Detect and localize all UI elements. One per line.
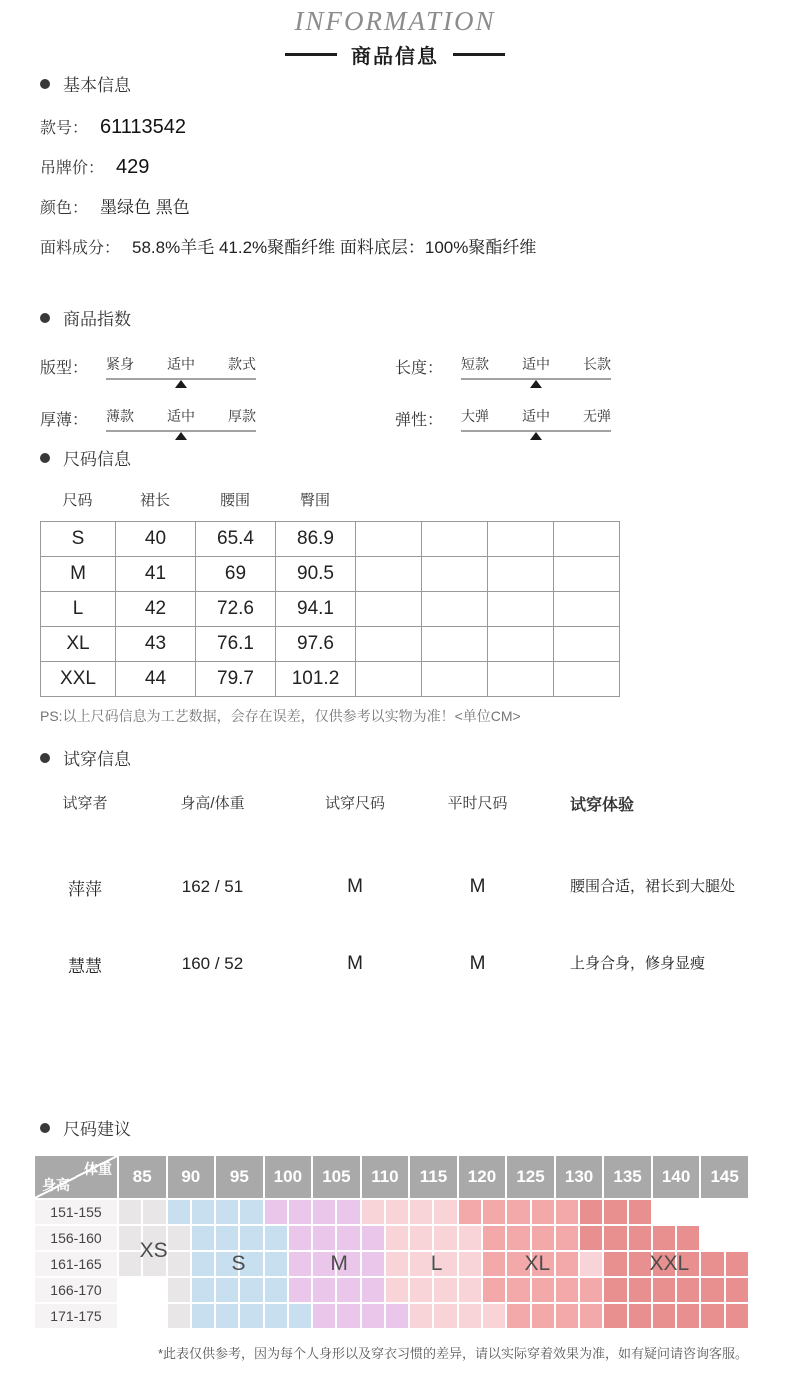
heatmap-cell-XXL xyxy=(726,1304,748,1328)
height-row-label: 151-155 xyxy=(35,1200,117,1224)
info-row xyxy=(40,196,760,220)
heatmap-cell-M xyxy=(265,1200,287,1224)
heatmap-cell-S xyxy=(240,1304,262,1328)
info-value: 61113542 xyxy=(100,116,187,138)
fitting-cell-usual_size: M xyxy=(469,953,486,974)
corner-weight-label: 体重 xyxy=(84,1161,112,1177)
fitting-info-title: 试穿信息 xyxy=(63,750,131,769)
slider-option: 短款 xyxy=(461,356,490,372)
info-value: 58.8%羊毛 41.2%聚酯纤维 面料底层：100%聚酯纤维 xyxy=(132,238,537,257)
zone-label-L: L xyxy=(430,1252,443,1275)
heatmap-cell-S xyxy=(168,1200,190,1224)
bullet-icon xyxy=(40,453,50,463)
weight-header-cell: 125 xyxy=(507,1156,554,1198)
weight-header-cell: 145 xyxy=(701,1156,748,1198)
heatmap-cell-XL xyxy=(556,1200,578,1224)
index-slider xyxy=(40,406,395,432)
heatmap-cell-XS xyxy=(143,1200,165,1224)
size-cell: 101.2 xyxy=(276,662,356,697)
header-title-cn: 商品信息 xyxy=(351,46,439,68)
heatmap-cell-XL xyxy=(556,1226,578,1250)
size-table-body xyxy=(41,522,620,697)
slider-label: 弹性： xyxy=(395,412,444,429)
slider-option: 大弹 xyxy=(461,408,490,424)
heatmap-cell-L xyxy=(410,1304,432,1328)
info-label: 款号： xyxy=(40,120,89,137)
weight-header-cell: 90 xyxy=(168,1156,215,1198)
heatmap-cell-M xyxy=(313,1304,335,1328)
size-cell-empty xyxy=(554,627,620,662)
product-index-title-row xyxy=(40,305,760,330)
heatmap-cell-XXL xyxy=(580,1226,602,1250)
size-cell: XL xyxy=(41,627,116,662)
info-label: 面料成分： xyxy=(40,240,121,257)
heatmap-cell-M xyxy=(313,1226,335,1250)
slider-marker-icon xyxy=(530,380,542,388)
basic-info-rows xyxy=(40,116,760,260)
size-cell-empty xyxy=(488,662,554,697)
bullet-icon xyxy=(40,753,50,763)
weight-header-cell: 85 xyxy=(119,1156,166,1198)
header-left-line xyxy=(285,53,337,56)
heatmap-cell-XL xyxy=(532,1278,554,1302)
heatmap-cell-S xyxy=(192,1200,214,1224)
heatmap-cell-M xyxy=(313,1278,335,1302)
weight-header-cell: 95 xyxy=(216,1156,263,1198)
heatmap-cell-S xyxy=(240,1278,262,1302)
size-table-row xyxy=(41,557,620,592)
heatmap-cell-S xyxy=(216,1200,238,1224)
size-cell-empty xyxy=(554,662,620,697)
heatmap-cell-XL xyxy=(556,1252,578,1276)
size-cell: 94.1 xyxy=(276,592,356,627)
heatmap-cell-empty xyxy=(701,1226,723,1250)
fitting-info-title-row xyxy=(40,745,750,770)
heatmap-cell-XS xyxy=(119,1200,141,1224)
size-info-section xyxy=(40,445,620,726)
size-cell: 44 xyxy=(116,662,196,697)
heatmap-row-labels xyxy=(35,1200,117,1328)
heatmap-cell-M xyxy=(362,1252,384,1276)
heatmap-cell-XL xyxy=(532,1226,554,1250)
height-row-label: 171-175 xyxy=(35,1304,117,1328)
heatmap-cell-M xyxy=(289,1226,311,1250)
heatmap-cell-L xyxy=(434,1226,456,1250)
heatmap-cell-S xyxy=(192,1252,214,1276)
slider-option: 厚款 xyxy=(228,408,257,424)
corner-height-label: 身高 xyxy=(42,1177,70,1193)
heatmap-cell-XL xyxy=(483,1226,505,1250)
fitting-table-headers xyxy=(40,792,750,815)
heatmap-grid xyxy=(119,1200,748,1328)
heatmap-cell-XL xyxy=(532,1200,554,1224)
fitting-column-header: 试穿尺码 xyxy=(324,795,385,812)
heatmap-cell-XXL xyxy=(653,1278,675,1302)
heatmap-cell-M xyxy=(362,1304,384,1328)
weight-header-cell: 135 xyxy=(604,1156,651,1198)
heatmap-cell-XXL xyxy=(677,1226,699,1250)
heatmap-cell-XL xyxy=(556,1304,578,1328)
size-suggestion-title: 尺码建议 xyxy=(63,1120,131,1139)
index-slider xyxy=(40,354,395,380)
slider-marker-icon xyxy=(175,432,187,440)
slider-marker-icon xyxy=(530,432,542,440)
size-suggestion-section xyxy=(35,1115,748,1362)
slider-option: 无弹 xyxy=(583,408,612,424)
heatmap-cell-S xyxy=(216,1278,238,1302)
heatmap-cell-XL xyxy=(507,1200,529,1224)
slider-label: 厚薄： xyxy=(40,412,89,429)
size-cell-empty xyxy=(356,627,422,662)
heatmap-cell-XS xyxy=(168,1304,190,1328)
weight-header-cell: 115 xyxy=(410,1156,457,1198)
size-cell-empty xyxy=(356,522,422,557)
weight-header-cell: 110 xyxy=(362,1156,409,1198)
size-cell-empty xyxy=(356,662,422,697)
info-value: 429 xyxy=(116,156,150,178)
fitting-cell-name: 萍萍 xyxy=(68,879,102,899)
slider-option: 长款 xyxy=(583,356,612,372)
heatmap-cell-S xyxy=(240,1200,262,1224)
index-sliders xyxy=(40,354,760,432)
heatmap-cell-L xyxy=(434,1304,456,1328)
heatmap-cell-S xyxy=(216,1226,238,1250)
heatmap-cell-S xyxy=(265,1278,287,1302)
size-cell-empty xyxy=(356,592,422,627)
size-cell: 43 xyxy=(116,627,196,662)
basic-info-title-row xyxy=(40,71,760,96)
size-column-header: 腰围 xyxy=(219,492,250,509)
heatmap-cell-L xyxy=(386,1226,408,1250)
heatmap-cell-XXL xyxy=(604,1252,626,1276)
size-cell-empty xyxy=(422,662,488,697)
slider-option: 适中 xyxy=(167,356,196,372)
fitting-table-rows xyxy=(40,841,750,995)
fitting-column-header: 试穿者 xyxy=(62,795,108,812)
heatmap-cell-XXL xyxy=(701,1304,723,1328)
basic-info-section xyxy=(40,71,760,276)
heatmap-cell-XXL xyxy=(604,1278,626,1302)
heatmap-cell-XL xyxy=(556,1278,578,1302)
info-label: 颜色： xyxy=(40,200,89,217)
fitting-cell-height_weight: 160 / 52 xyxy=(181,954,244,973)
heatmap-cell-XL xyxy=(507,1278,529,1302)
product-index-title: 商品指数 xyxy=(63,310,131,329)
heatmap-cell-XXL xyxy=(604,1226,626,1250)
heatmap-cell-L xyxy=(410,1226,432,1250)
height-row-label: 166-170 xyxy=(35,1278,117,1302)
heatmap-cell-XXL xyxy=(677,1278,699,1302)
weight-header-cell: 105 xyxy=(313,1156,360,1198)
fitting-column-header: 试穿体验 xyxy=(570,797,635,814)
info-row xyxy=(40,236,760,260)
heatmap-cell-XXL xyxy=(726,1278,748,1302)
size-cell-empty xyxy=(422,557,488,592)
size-cell: 79.7 xyxy=(196,662,276,697)
slider-marker-icon xyxy=(175,380,187,388)
fitting-column-header: 身高/体重 xyxy=(180,795,245,812)
size-cell: 65.4 xyxy=(196,522,276,557)
heatmap-cell-XS xyxy=(119,1252,141,1276)
size-table-row xyxy=(41,627,620,662)
info-value: 墨绿色 黑色 xyxy=(100,198,190,217)
heatmap-cell-M xyxy=(289,1252,311,1276)
weight-header-cell: 100 xyxy=(265,1156,312,1198)
size-cell: 72.6 xyxy=(196,592,276,627)
size-table-headers xyxy=(40,489,620,510)
size-info-title: 尺码信息 xyxy=(63,450,131,469)
heatmap-cell-L xyxy=(362,1200,384,1224)
heatmap-cell-L xyxy=(459,1278,481,1302)
zone-label-M: M xyxy=(330,1252,348,1275)
heatmap-cell-S xyxy=(265,1226,287,1250)
slider-option: 适中 xyxy=(522,408,551,424)
heatmap-cell-L xyxy=(580,1252,602,1276)
heatmap-cell-L xyxy=(386,1278,408,1302)
heatmap-cell-M xyxy=(362,1226,384,1250)
index-slider xyxy=(395,354,760,380)
size-cell: 41 xyxy=(116,557,196,592)
zone-label-XXL: XXL xyxy=(649,1252,690,1275)
bullet-icon xyxy=(40,313,50,323)
size-cell: 76.1 xyxy=(196,627,276,662)
heatmap-cell-XXL xyxy=(701,1252,723,1276)
heatmap-cell-empty xyxy=(653,1200,675,1224)
fitting-cell-experience: 上身合身，修身显瘦 xyxy=(570,954,706,972)
fitting-cell-height_weight: 162 / 51 xyxy=(181,877,244,896)
info-label: 吊牌价： xyxy=(40,160,105,177)
size-cell-empty xyxy=(554,557,620,592)
heatmap-cell-XL xyxy=(507,1304,529,1328)
heatmap-cell-S xyxy=(216,1304,238,1328)
size-info-title-row xyxy=(40,445,620,470)
slider-option: 薄款 xyxy=(106,408,135,424)
height-row-label: 161-165 xyxy=(35,1252,117,1276)
heatmap-cell-L xyxy=(410,1252,432,1276)
zone-label-XL: XL xyxy=(524,1252,551,1275)
heatmap-cell-M xyxy=(289,1278,311,1302)
header-right-line xyxy=(453,53,505,56)
size-suggestion-title-row xyxy=(35,1115,748,1140)
heatmap-cell-S xyxy=(240,1226,262,1250)
heatmap-cell-M xyxy=(337,1226,359,1250)
size-cell-empty xyxy=(488,627,554,662)
product-index-section xyxy=(40,305,760,432)
size-table-row xyxy=(41,592,620,627)
heatmap-cell-S xyxy=(192,1278,214,1302)
size-cell: 69 xyxy=(196,557,276,592)
weight-header-cell: 130 xyxy=(556,1156,603,1198)
heatmap-cell-XXL xyxy=(604,1200,626,1224)
size-cell-empty xyxy=(488,522,554,557)
info-row xyxy=(40,156,760,180)
size-cell: 97.6 xyxy=(276,627,356,662)
size-cell: 90.5 xyxy=(276,557,356,592)
size-table-row xyxy=(41,662,620,697)
size-column-header: 臀围 xyxy=(299,492,330,509)
size-suggestion-footnote: *此表仅供参考，因为每个人身形以及穿衣习惯的差异，请以实际穿着效果为准，如有疑问请咨询客服。 xyxy=(157,1346,748,1361)
size-cell: XXL xyxy=(41,662,116,697)
size-cell: M xyxy=(41,557,116,592)
heatmap-cell-empty xyxy=(143,1278,165,1302)
size-cell-empty xyxy=(488,557,554,592)
size-cell: 86.9 xyxy=(276,522,356,557)
heatmap-cell-empty xyxy=(677,1200,699,1224)
size-cell: 42 xyxy=(116,592,196,627)
heatmap-cell-L xyxy=(434,1200,456,1224)
heatmap-cell-XL xyxy=(532,1304,554,1328)
heatmap-cell-XXL xyxy=(604,1304,626,1328)
index-slider xyxy=(395,406,760,432)
heatmap-cell-XL xyxy=(459,1200,481,1224)
heatmap-cell-L xyxy=(410,1278,432,1302)
heatmap-cell-L xyxy=(434,1278,456,1302)
heatmap-main xyxy=(35,1200,748,1328)
slider-option: 紧身 xyxy=(106,356,135,372)
header-title-en: INFORMATION xyxy=(294,6,496,36)
basic-info-title: 基本信息 xyxy=(63,76,131,95)
heatmap-cell-XL xyxy=(580,1304,602,1328)
size-cell-empty xyxy=(356,557,422,592)
heatmap-cell-empty xyxy=(119,1278,141,1302)
heatmap-cell-XL xyxy=(483,1278,505,1302)
heatmap-cell-XXL xyxy=(629,1226,651,1250)
size-table-row xyxy=(41,522,620,557)
header-title-row xyxy=(0,40,790,69)
heatmap-cell-XXL xyxy=(629,1200,651,1224)
weight-header-cell: 120 xyxy=(459,1156,506,1198)
size-cell: 40 xyxy=(116,522,196,557)
heatmap-cell-empty xyxy=(701,1200,723,1224)
slider-option: 款式 xyxy=(228,356,257,372)
info-row xyxy=(40,116,760,140)
size-cell-empty xyxy=(422,522,488,557)
heatmap-header-row xyxy=(35,1156,748,1198)
size-table xyxy=(40,521,620,697)
heatmap-cell-M xyxy=(362,1278,384,1302)
heatmap-cell-empty xyxy=(119,1304,141,1328)
heatmap-cell-XL xyxy=(580,1278,602,1302)
heatmap-cell-L xyxy=(386,1252,408,1276)
heatmap-corner-cell xyxy=(35,1156,117,1198)
heatmap-cell-XXL xyxy=(629,1252,651,1276)
heatmap-cell-XXL xyxy=(653,1226,675,1250)
heatmap-cell-S xyxy=(265,1304,287,1328)
heatmap-cell-XL xyxy=(483,1252,505,1276)
size-table-note: PS:以上尺码信息为工艺数据，会存在误差，仅供参考以实物为准！<单位CM> xyxy=(40,708,521,724)
heatmap-cell-S xyxy=(192,1226,214,1250)
bullet-icon xyxy=(40,79,50,89)
heatmap-cell-S xyxy=(289,1304,311,1328)
heatmap-cell-empty xyxy=(143,1304,165,1328)
heatmap-cell-XXL xyxy=(580,1200,602,1224)
heatmap-cell-empty xyxy=(726,1200,748,1224)
heatmap-cell-M xyxy=(313,1200,335,1224)
heatmap-cell-XXL xyxy=(629,1278,651,1302)
fitting-row xyxy=(40,933,750,995)
height-row-label: 156-160 xyxy=(35,1226,117,1250)
heatmap-cell-XXL xyxy=(701,1278,723,1302)
bullet-icon xyxy=(40,1123,50,1133)
size-cell-empty xyxy=(422,627,488,662)
size-cell-empty xyxy=(488,592,554,627)
heatmap-cell-XXL xyxy=(677,1304,699,1328)
heatmap-cell-L xyxy=(459,1304,481,1328)
size-column-header: 裙长 xyxy=(139,492,170,509)
slider-label: 长度： xyxy=(395,360,444,377)
heatmap-cell-XL xyxy=(483,1200,505,1224)
weight-header-cell: 140 xyxy=(653,1156,700,1198)
fitting-row xyxy=(40,841,750,933)
slider-track xyxy=(106,354,256,380)
heatmap-cell-S xyxy=(265,1252,287,1276)
heatmap-cell-M xyxy=(289,1200,311,1224)
slider-label: 版型： xyxy=(40,360,89,377)
heatmap-cell-XXL xyxy=(726,1252,748,1276)
heatmap-cell-empty xyxy=(726,1226,748,1250)
heatmap-cell-L xyxy=(459,1226,481,1250)
slider-option: 适中 xyxy=(522,356,551,372)
fitting-cell-try_size: M xyxy=(347,953,363,974)
heatmap-cell-L xyxy=(459,1252,481,1276)
heatmap-cell-XXL xyxy=(653,1304,675,1328)
size-cell-empty xyxy=(554,522,620,557)
size-cell-empty xyxy=(422,592,488,627)
heatmap-cell-XS xyxy=(168,1278,190,1302)
heatmap-cell-XS xyxy=(119,1226,141,1250)
size-heatmap xyxy=(35,1156,748,1328)
fitting-cell-experience: 腰围合适，裙长到大腿处 xyxy=(570,877,736,895)
heatmap-cell-L xyxy=(410,1200,432,1224)
heatmap-cell-XS xyxy=(168,1252,190,1276)
fitting-info-section xyxy=(40,745,750,995)
slider-track xyxy=(461,354,611,380)
fitting-cell-usual_size: M xyxy=(469,876,486,897)
heatmap-cell-XS xyxy=(168,1226,190,1250)
heatmap-cell-M xyxy=(386,1304,408,1328)
zone-label-S: S xyxy=(231,1252,246,1275)
fitting-column-header: 平时尺码 xyxy=(447,795,508,812)
zone-label-XS: XS xyxy=(139,1239,168,1263)
fitting-cell-name: 慧慧 xyxy=(68,956,102,976)
heatmap-cell-XL xyxy=(507,1226,529,1250)
heatmap-cell-S xyxy=(192,1304,214,1328)
fitting-cell-try_size: M xyxy=(347,876,363,897)
heatmap-cell-L xyxy=(386,1200,408,1224)
heatmap-cell-XXL xyxy=(629,1304,651,1328)
page-header xyxy=(0,6,790,69)
heatmap-cell-M xyxy=(337,1278,359,1302)
size-cell: L xyxy=(41,592,116,627)
slider-option: 适中 xyxy=(167,408,196,424)
heatmap-cell-M xyxy=(337,1304,359,1328)
slider-track xyxy=(461,406,611,432)
slider-track xyxy=(106,406,256,432)
size-cell: S xyxy=(41,522,116,557)
heatmap-cell-M xyxy=(337,1200,359,1224)
size-cell-empty xyxy=(554,592,620,627)
heatmap-cell-L xyxy=(483,1304,505,1328)
size-column-header: 尺码 xyxy=(62,492,93,509)
